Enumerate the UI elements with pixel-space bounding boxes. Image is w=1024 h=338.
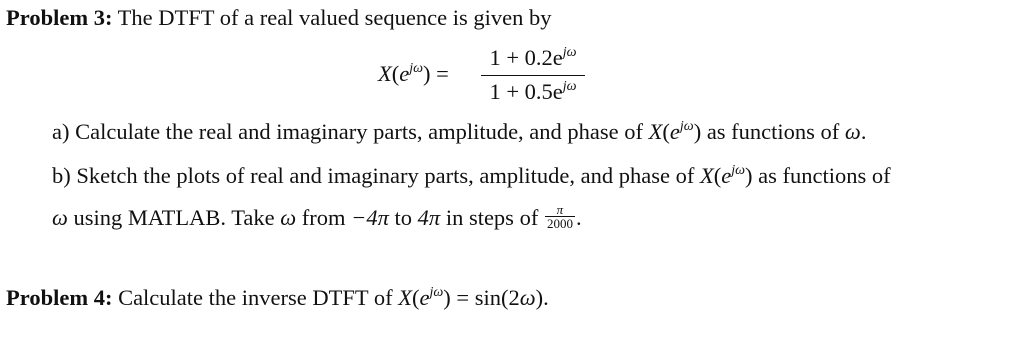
part-a-text: a) Calculate the real and imaginary parts, amplitude, and phase of bbox=[52, 119, 644, 144]
fraction-bar bbox=[481, 75, 585, 76]
range-end: 4π bbox=[417, 205, 441, 230]
part-a: a) Calculate the real and imaginary parts, amplitude, and phase of $X(e^{j\omega})$ as functions of ω. bbox=[52, 119, 867, 144]
problem4-line: Problem 4: Calculate the inverse DTFT of $X(e^{j\omega}) = \sin(2\omega)$. bbox=[6, 285, 549, 310]
problem3-intro: The DTFT of a real valued sequence is given by bbox=[117, 5, 552, 30]
problem4-text: Calculate the inverse DTFT of bbox=[118, 285, 393, 310]
range-start: −4π bbox=[351, 205, 389, 230]
part-b-line1: b) Sketch the plots of real and imaginary parts, amplitude, and phase of $X(e^{j\omega})$ as functions of bbox=[52, 163, 891, 188]
equation-lhs-exponent: jω bbox=[409, 61, 424, 76]
equation-fraction bbox=[481, 44, 585, 106]
step-fraction: $\frac{\pi}{2000}$ bbox=[546, 202, 573, 232]
equation-denominator: $1 + 0.5e^{j\omega}$ bbox=[489, 79, 577, 104]
part-b-line2: ω using MATLAB. Take ω from −4π to 4π in steps of $\frac{\pi}{2000}$ . bbox=[52, 202, 582, 232]
equation-numerator: $1 + 0.2e^{j\omega}$ bbox=[489, 45, 577, 70]
problem3-intro-line bbox=[6, 4, 551, 32]
part-b-text: b) Sketch the plots of real and imaginary parts, amplitude, and phase of bbox=[52, 163, 695, 188]
problem3-heading: Problem 3: bbox=[6, 5, 113, 30]
equation-lhs: $X(e^{j\omega})$ = bbox=[378, 61, 449, 86]
problem4-heading: Problem 4: bbox=[6, 285, 113, 310]
